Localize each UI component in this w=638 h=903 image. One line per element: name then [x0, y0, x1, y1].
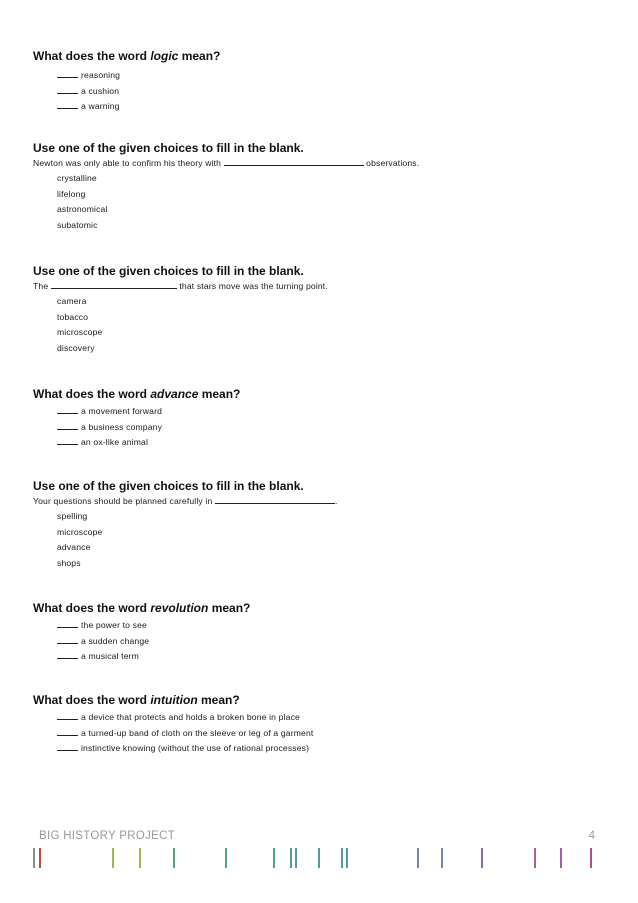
question-prompt: What does the word logic mean?: [33, 49, 221, 63]
vocab-word: revolution: [150, 601, 209, 615]
answer-blank[interactable]: [57, 650, 78, 659]
choice-item: spelling: [57, 511, 88, 521]
color-bar-strip: [33, 848, 595, 870]
answer-blank[interactable]: [57, 405, 78, 414]
choice-item: tobacco: [57, 311, 89, 322]
answer-option[interactable]: an ox-like animal: [33, 435, 613, 451]
choice-item: advance: [57, 542, 91, 552]
question-6: [33, 600, 613, 665]
question-1: [33, 48, 613, 115]
fill-sentence: Your questions should be planned carefully in .: [33, 496, 338, 506]
question-prompt: Use one of the given choices to fill in the blank.: [33, 479, 304, 493]
answer-option[interactable]: the power to see: [33, 618, 613, 634]
answer-option[interactable]: a warning: [33, 99, 613, 115]
decorative-color-bar: [318, 848, 320, 868]
fill-sentence: The that stars move was the turning point.: [33, 281, 328, 291]
decorative-color-bar: [112, 848, 114, 868]
answer-option[interactable]: a device that protects and holds a broken bone in place: [33, 710, 613, 726]
vocab-word: intuition: [150, 693, 198, 707]
answer-blank[interactable]: [57, 85, 78, 94]
decorative-color-bar: [33, 848, 35, 868]
answer-option[interactable]: a movement forward: [33, 404, 613, 420]
answer-blank[interactable]: [57, 619, 78, 628]
answer-blank[interactable]: [57, 727, 78, 736]
answer-blank[interactable]: [57, 742, 78, 751]
question-5: [33, 478, 613, 571]
vocab-word: advance: [150, 387, 199, 401]
answer-option[interactable]: a cushion: [33, 84, 613, 100]
decorative-color-bar: [39, 848, 41, 868]
answer-option[interactable]: instinctive knowing (without the use of rational processes): [33, 741, 613, 757]
decorative-color-bar: [225, 848, 227, 868]
choice-item: shops: [57, 557, 81, 568]
fill-blank[interactable]: [215, 495, 335, 504]
decorative-color-bar: [560, 848, 562, 868]
decorative-color-bar: [441, 848, 443, 868]
answer-option[interactable]: a business company: [33, 420, 613, 436]
question-prompt: Use one of the given choices to fill in the blank.: [33, 141, 304, 155]
answer-blank[interactable]: [57, 421, 78, 430]
answer-blank[interactable]: [57, 69, 78, 78]
decorative-color-bar: [173, 848, 175, 868]
question-3: [33, 263, 613, 356]
question-2: [33, 140, 613, 233]
choice-item: crystalline: [57, 173, 97, 183]
answer-blank[interactable]: [57, 711, 78, 720]
choice-item: camera: [57, 296, 87, 306]
question-7: [33, 692, 613, 757]
question-prompt: Use one of the given choices to fill in the blank.: [33, 264, 304, 278]
answer-option[interactable]: a musical term: [33, 649, 613, 665]
decorative-color-bar: [290, 848, 292, 868]
choice-item: discovery: [57, 342, 95, 353]
decorative-color-bar: [481, 848, 483, 868]
choice-item: subatomic: [57, 219, 98, 230]
question-prompt: What does the word advance mean?: [33, 387, 241, 401]
question-4: [33, 386, 613, 451]
fill-blank[interactable]: [224, 157, 364, 166]
fill-blank[interactable]: [51, 280, 177, 289]
decorative-color-bar: [273, 848, 275, 868]
page-number: 4: [588, 830, 595, 842]
decorative-color-bar: [417, 848, 419, 868]
answer-option[interactable]: a turned-up band of cloth on the sleeve or leg of a garment: [33, 726, 613, 742]
question-prompt: What does the word intuition mean?: [33, 693, 240, 707]
answer-blank[interactable]: [57, 100, 78, 109]
answer-option[interactable]: a sudden change: [33, 634, 613, 650]
decorative-color-bar: [534, 848, 536, 868]
decorative-color-bar: [346, 848, 348, 868]
answer-blank[interactable]: [57, 436, 78, 445]
decorative-color-bar: [590, 848, 592, 868]
choice-item: astronomical: [57, 204, 108, 214]
vocab-word: logic: [150, 49, 179, 63]
fill-sentence: Newton was only able to confirm his theory with observations.: [33, 158, 420, 168]
decorative-color-bar: [139, 848, 141, 868]
decorative-color-bar: [341, 848, 343, 868]
brand-name: BIG HISTORY PROJECT: [39, 830, 176, 842]
answer-blank[interactable]: [57, 635, 78, 644]
answer-option[interactable]: reasoning: [33, 68, 613, 84]
decorative-color-bar: [295, 848, 297, 868]
choice-item: microscope: [57, 526, 103, 537]
choice-item: microscope: [57, 327, 103, 337]
choice-item: lifelong: [57, 188, 86, 199]
question-prompt: What does the word revolution mean?: [33, 601, 251, 615]
